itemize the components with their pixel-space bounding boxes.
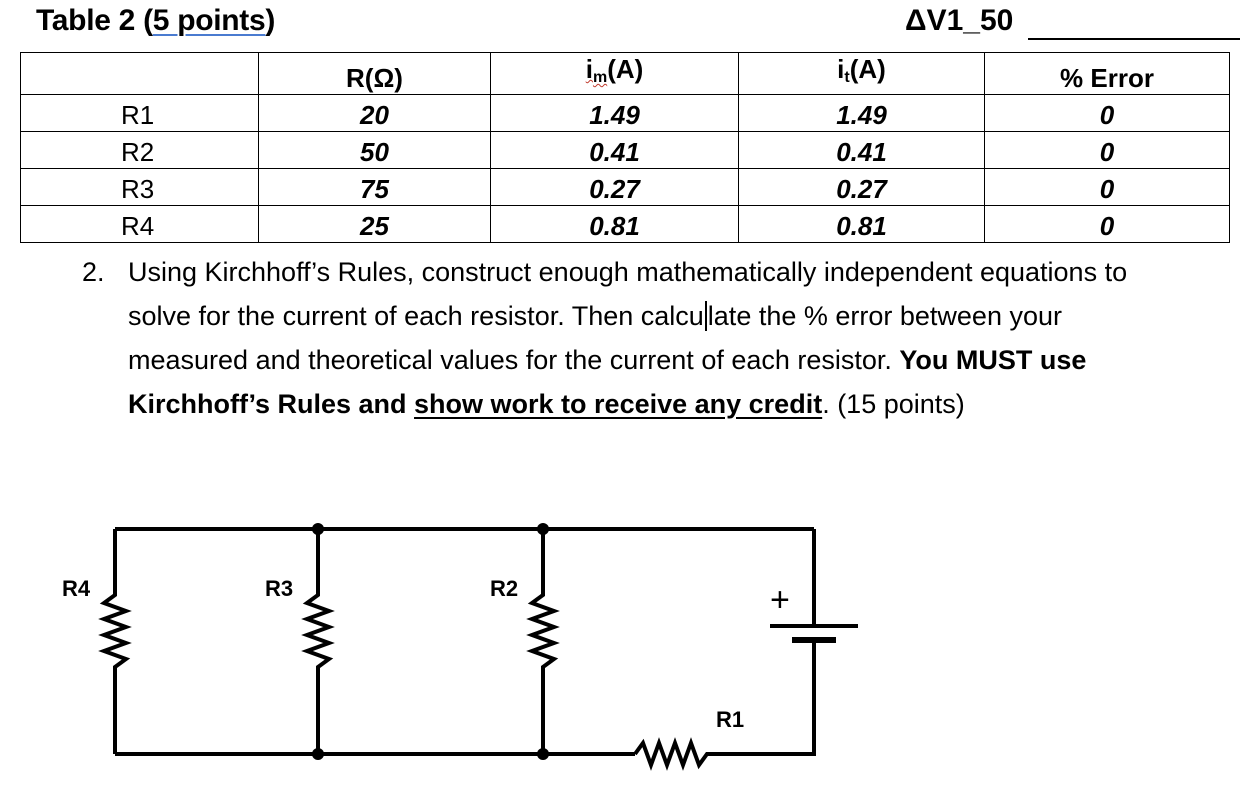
cell-error: 0 [985,95,1230,132]
table-row [21,95,1230,132]
header-it-main: i [837,54,845,84]
table-row [21,132,1230,169]
label-r4: R4 [62,576,91,601]
question-line-2a: solve for the current of each resistor. Then calcu [128,301,704,331]
cell-resistance: 20 [259,95,491,132]
voltage-label: ΔV1_50 [905,4,1014,37]
junction-dot [537,748,549,760]
battery-plus-sign: + [770,581,790,619]
voltage-blank-line [1028,38,1240,40]
question-number: 2. [82,257,105,287]
header-im-main: i [585,54,593,84]
header-blank [21,53,259,95]
label-r2: R2 [490,576,519,601]
text-cursor [705,301,707,331]
right-lower-wire [712,640,814,754]
r1-resistor [635,743,712,765]
cell-it: 0.41 [739,132,985,169]
header-it [739,53,985,95]
question-line-2b: late the % error between your [707,301,1062,331]
cell-im: 0.81 [491,206,739,243]
results-table [20,52,1230,243]
cell-it: 0.27 [739,169,985,206]
cell-it: 1.49 [739,95,985,132]
header-error: % Error [985,53,1230,95]
r4-resistor [104,529,126,754]
question-block [82,250,1232,426]
cell-im: 1.49 [491,95,739,132]
cell-im: 0.27 [491,169,739,206]
question-line-4a: Kirchhoff’s Rules and [128,389,415,419]
cell-resistance: 25 [259,206,491,243]
label-r3: R3 [265,576,294,601]
junction-dot [537,523,549,535]
table-row [21,169,1230,206]
circuit-diagram [0,500,900,788]
table-title-points: 5 points [152,4,266,37]
question-line-1: Using Kirchhoff’s Rules, construct enough mathematically independent equations to [128,257,1128,287]
junction-dot [312,748,324,760]
table-title [36,4,275,38]
cell-im: 0.41 [491,132,739,169]
question-line-3b: You MUST use [899,345,1087,375]
question-line-3a: measured and theoretical values for the current of each resistor. [128,345,900,375]
cell-error: 0 [985,169,1230,206]
question-text[interactable] [128,250,1232,426]
header-im [491,53,739,95]
cell-error: 0 [985,132,1230,169]
header-im-sub: m [592,69,608,86]
table-title-prefix: Table 2 ( [36,4,153,37]
row-label: R3 [21,169,259,206]
junction-dot [312,523,324,535]
row-label: R2 [21,132,259,169]
header-resistance: R(Ω) [259,53,491,95]
table-title-suffix: ) [265,4,276,37]
question-line-2 [128,294,1232,338]
r2-resistor [532,529,554,754]
cell-resistance: 75 [259,169,491,206]
question-line-3 [128,338,1232,382]
row-label: R1 [21,95,259,132]
header-im-unit: (A) [607,54,644,84]
question-line-4c: . (15 points) [822,389,965,419]
table-header-row [21,53,1230,95]
row-label: R4 [21,206,259,243]
cell-resistance: 50 [259,132,491,169]
table-row [21,206,1230,243]
cell-error: 0 [985,206,1230,243]
header-it-sub: t [844,69,850,86]
question-line-4b: show work to receive any credit [414,389,823,419]
question-line-4 [128,382,1232,426]
label-r1: R1 [716,707,745,732]
r3-resistor [307,529,329,754]
header-it-unit: (A) [849,54,886,84]
cell-it: 0.81 [739,206,985,243]
